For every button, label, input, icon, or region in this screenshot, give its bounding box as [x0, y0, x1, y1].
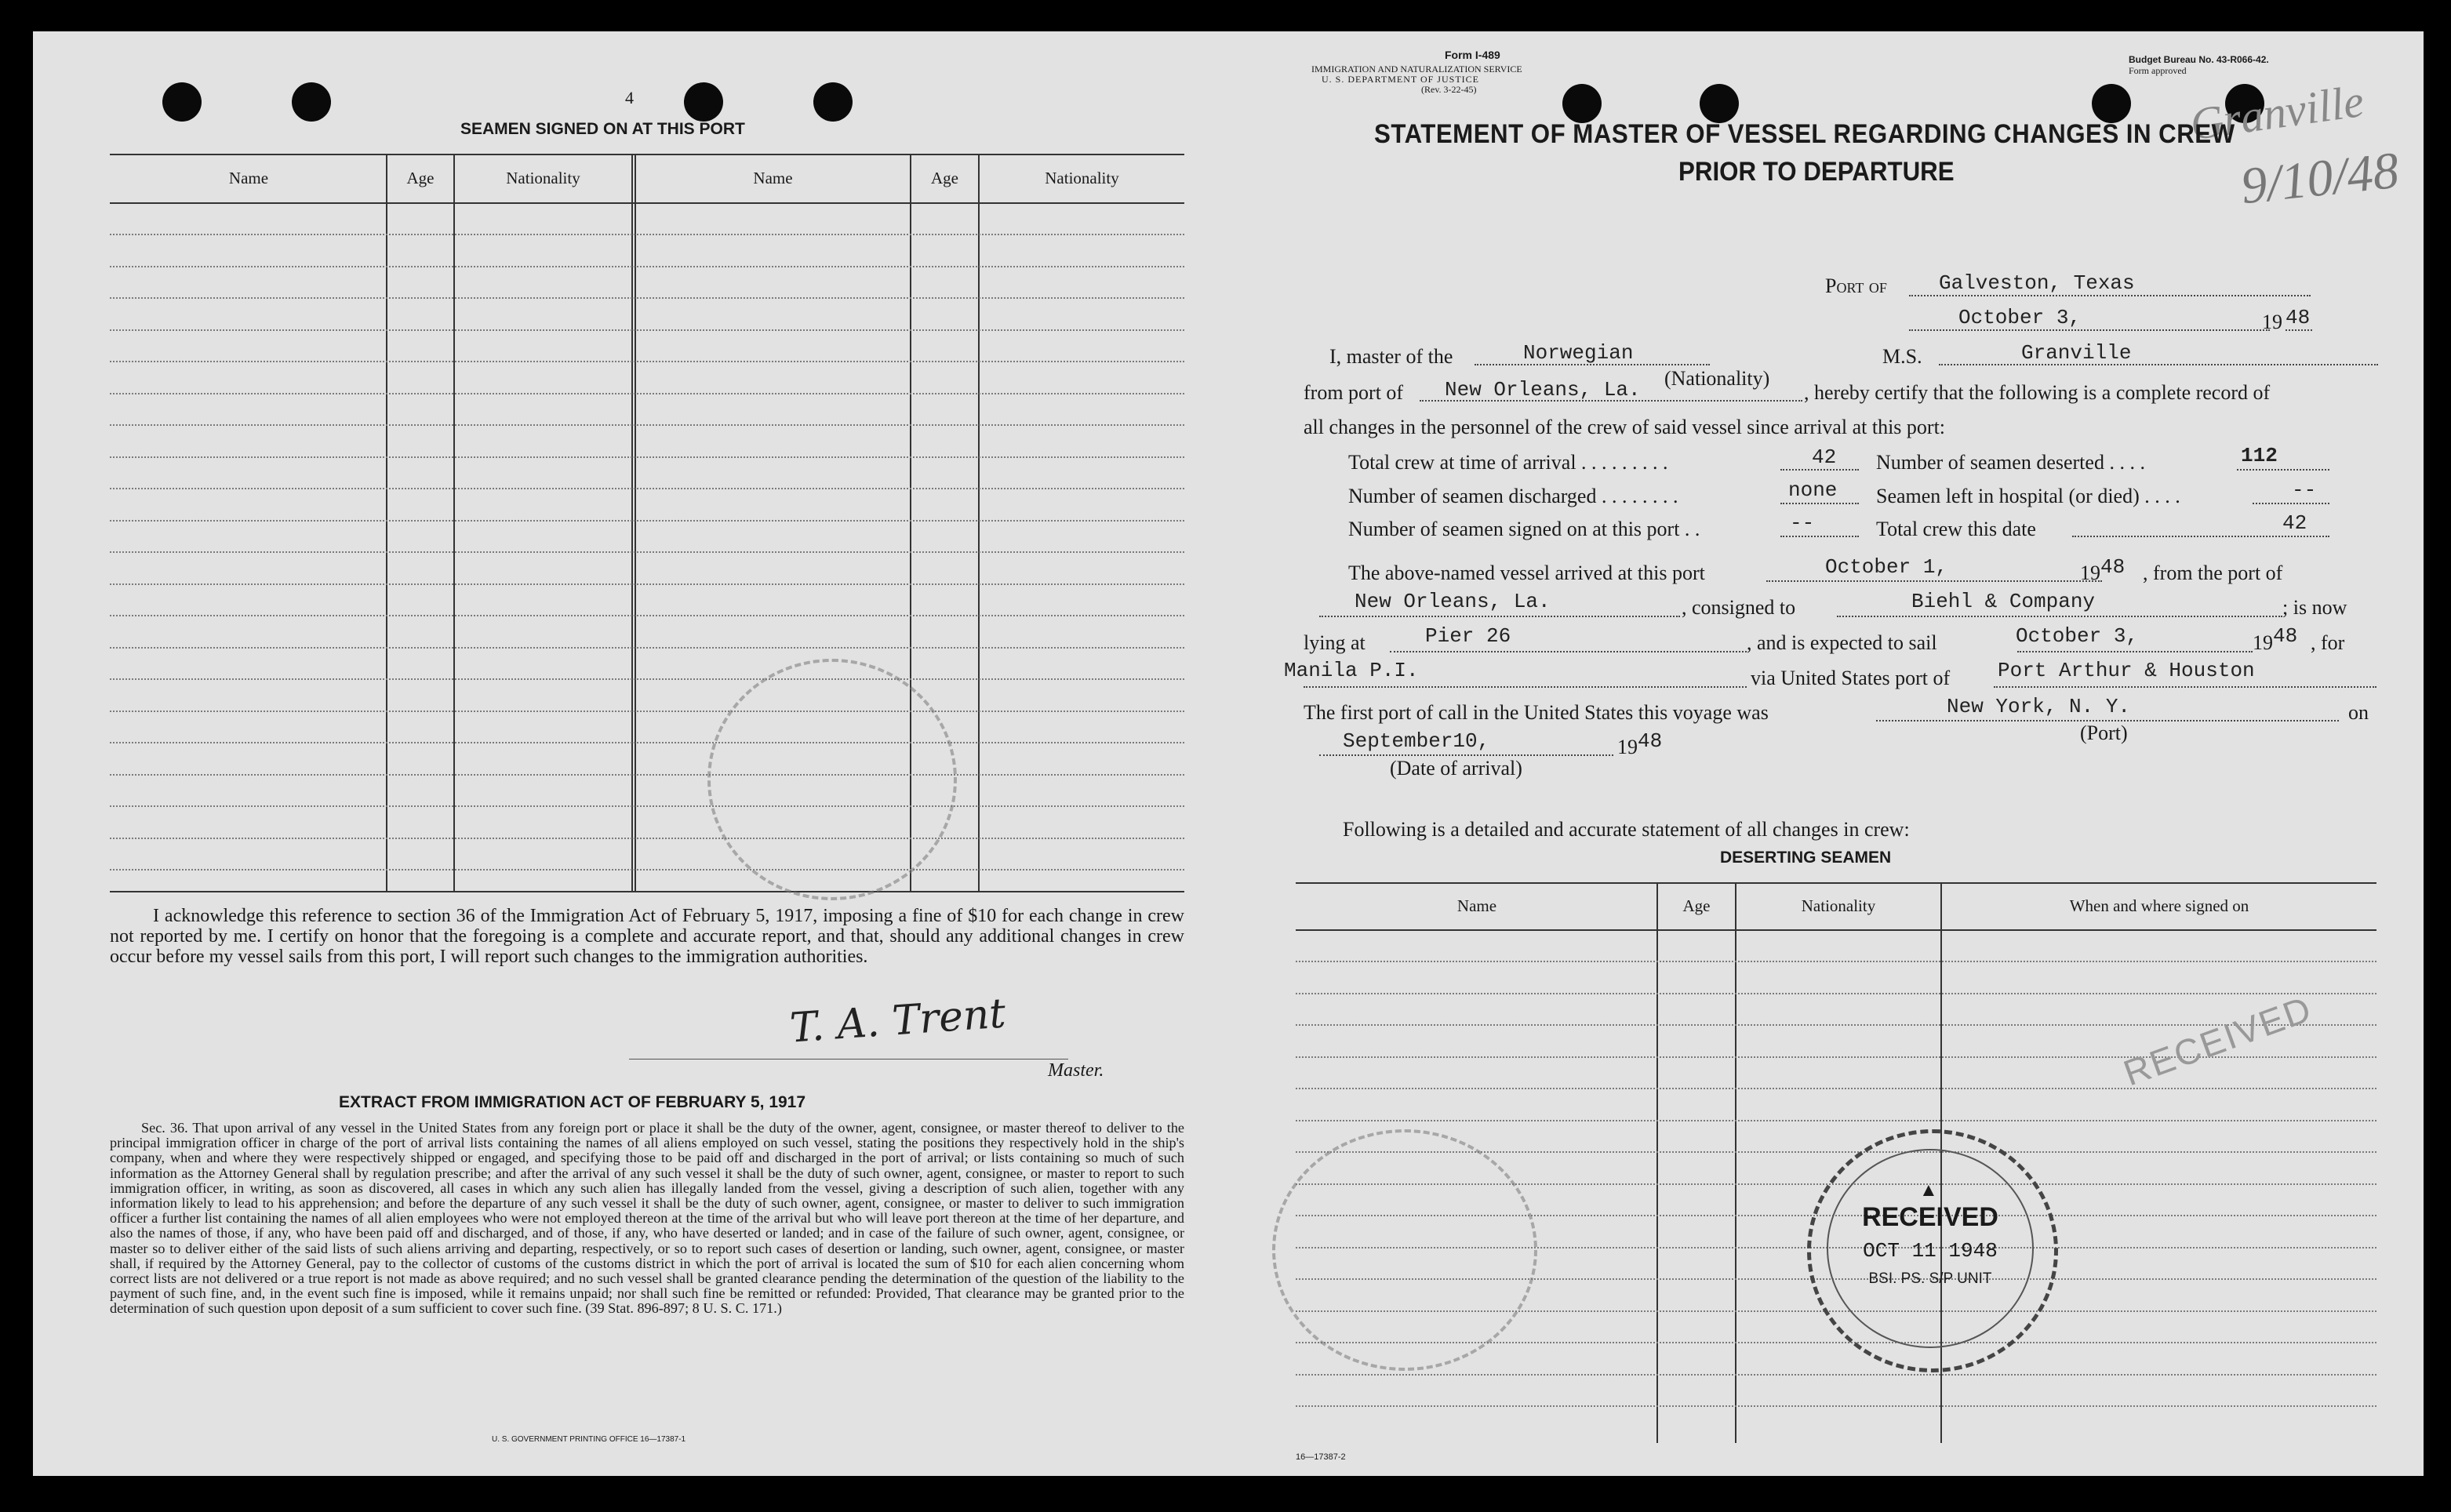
table-row	[110, 615, 1184, 616]
consignee: Biehl & Company	[1911, 590, 2096, 613]
certify-text: , hereby certify that the following is a complete record of	[1804, 381, 2271, 404]
page-number: 4	[625, 88, 634, 107]
table-row	[110, 869, 1184, 870]
port-of-value: Galveston, Texas	[1939, 271, 2135, 295]
deserted-value: 112	[2241, 444, 2278, 467]
printer-imprint: U. S. GOVERNMENT PRINTING OFFICE 16—17387-1	[492, 1435, 686, 1444]
deserted-label: Number of seamen deserted . . . .	[1876, 451, 2145, 474]
from-port-value: New Orleans, La.	[1445, 378, 1641, 402]
column-header: Name	[753, 169, 793, 187]
nationality-caption: (Nationality)	[1664, 367, 1770, 390]
column-header: Name	[1456, 896, 1497, 915]
printer-imprint-right: 16—17387-2	[1296, 1452, 1346, 1462]
for-label: , for	[2311, 631, 2345, 654]
column-header: Nationality	[1045, 169, 1119, 187]
extract-title: EXTRACT FROM IMMIGRATION ACT OF FEBRUARY 5, 1917	[339, 1093, 806, 1111]
column-header: Nationality	[1801, 896, 1876, 915]
received-stamp-upper: RECEIVED	[2118, 987, 2318, 1094]
handwritten-date: 9/10/48	[2238, 141, 2402, 216]
extract-text: Sec. 36. That upon arrival of any vessel in the United States from any foreign port or place it shall be the duty of the owner, agent, consignee, or master thereof to deliver to the principal immigration officer in charge of the port of arrival lists containing the names of all aliens employed on such vessel, stating the positions they respectively hold in the ship's company, when and where they were respectively shipped or engaged, and specifying those to be paid off and discharged in the port of arrival; or lists containing so much of such information as the Attorney General shall by regulation prescribe; and after the arrival of any such vessel it shall be the duty of such owner, agent, consignee, or master to report to such immigration officer, in writing, as soon as discovered, all cases in which any such alien has illegally landed from the vessel, giving a description of such alien, together with any information likely to lead to his apprehension; and before the departure of any such vessel it shall be the duty of such owner, agent, consignee, or master to deliver to such immigration officer a further list containing the names of all alien employees who were not employed thereon at the time of the arrival but who will leave port thereon at the time of her departure, and also the names of those, if any, who have been paid off and discharged, and of those, if any, who have deserted or landed; and in case of the failure of such owner, agent, consignee, or master so to deliver either of the said lists of such aliens arriving and departing, respectively, or so to report such cases of desertion or landing, such owner, agent, consignee, or master shall, if required by the Attorney General, pay to the collector of customs of the customs district in which the port of arrival is located the sum of $10 for each alien concerning whom correct lists are not delivered or a true report is not made as above required; and no such vessel shall be granted clearance pending the determination of the question of the liability to the payment of such fine, and, in the event such fine is imposed, while it remains unpaid; nor shall such fine be remitted or refunded: Provided, That clearance may be granted prior to the determination of such question upon deposit of a sum sufficient to cover such fine. (39 Stat. 896-897; 8 U. S. C. 171.)	[110, 1120, 1184, 1317]
date-of-arrival-caption: (Date of arrival)	[1390, 757, 1522, 780]
is-now-label: ; is now	[2282, 596, 2347, 619]
stamp-date: OCT 11 1948	[1863, 1239, 1998, 1263]
sail-year-prefix: 19	[2253, 631, 2273, 654]
vessel-type: M.S.	[1882, 345, 1922, 368]
from-port-of-label: , from the port of	[2143, 562, 2283, 584]
table-row	[1296, 993, 2376, 994]
table-row	[110, 647, 1184, 649]
stamp-arrow-icon: ▲	[1919, 1180, 1938, 1201]
arrived-year-prefix: 19	[2080, 562, 2100, 584]
punch-hole	[813, 82, 853, 122]
punch-hole	[2092, 84, 2131, 123]
sail-label: , and is expected to sail	[1747, 631, 1937, 654]
table-row	[1296, 961, 2376, 962]
section-title: SEAMEN SIGNED ON AT THIS PORT	[460, 120, 745, 138]
deserting-title: DESERTING SEAMEN	[1720, 849, 1892, 867]
on-label: on	[2348, 701, 2369, 724]
revision-date: (Rev. 3-22-45)	[1421, 84, 1477, 95]
column-header: Age	[406, 169, 435, 187]
first-port-value: New York, N. Y.	[1947, 695, 2131, 718]
table-row	[110, 774, 1184, 776]
form-subtitle: PRIOR TO DEPARTURE	[1678, 157, 1955, 187]
column-header: When and where signed on	[2069, 896, 2249, 915]
table-row	[110, 838, 1184, 839]
total-arrival-label: Total crew at time of arrival . . . . . . . . .	[1348, 451, 1668, 474]
table-row	[110, 805, 1184, 807]
column-header: Name	[228, 169, 269, 187]
table-row	[110, 551, 1184, 553]
budget-bureau: Budget Bureau No. 43-R066-42.	[2129, 54, 2269, 65]
table-row	[110, 456, 1184, 458]
punch-hole	[1562, 84, 1602, 123]
punch-hole	[684, 82, 723, 122]
table-row	[110, 297, 1184, 299]
table-row	[110, 393, 1184, 394]
via-label: via United States port of	[1751, 667, 1951, 689]
sail-date: October 3,	[2016, 624, 2139, 648]
sail-year: 48	[2273, 624, 2298, 648]
column-header: Age	[931, 169, 958, 187]
acknowledgement-text: I acknowledge this reference to section 36 of the Immigration Act of February 5, 1917, imposing a fine of $10 for each change in crew not reported by me. I certify on honor that the foregoing is a complete and accurate report, and that, should any additional changes in crew occur before my vessel sails from this port, I will report such changes to the immigration authorities.	[110, 906, 1184, 967]
punch-hole	[1700, 84, 1739, 123]
statement-date: October 3,	[1958, 306, 2082, 329]
form-approved: Form approved	[2129, 65, 2187, 76]
arrived-date: October 1,	[1825, 555, 1948, 579]
department-name: U. S. DEPARTMENT OF JUSTICE	[1322, 74, 1479, 85]
signed-on-label: Number of seamen signed on at this port . .	[1348, 518, 1700, 540]
signed-on-value: --	[1790, 511, 1815, 535]
handwritten-annotation: Granville	[2187, 75, 2367, 151]
received-stamp	[1807, 1129, 2058, 1372]
port-of-label: Port of	[1825, 274, 1887, 297]
table-row	[1296, 1374, 2376, 1376]
table-row	[110, 424, 1184, 426]
punch-hole	[292, 82, 331, 122]
discharged-value: none	[1788, 478, 1838, 502]
stamp-received-text: RECEIVED	[1862, 1202, 1998, 1232]
first-arrival-year: 48	[1638, 729, 1663, 753]
statement-year: 48	[2286, 306, 2311, 329]
punch-hole	[162, 82, 202, 122]
master-of-label: I, master of the	[1329, 345, 1453, 368]
table-row	[110, 488, 1184, 489]
table-row	[1296, 1120, 2376, 1121]
hospital-label: Seamen left in hospital (or died) . . . .	[1876, 485, 2180, 507]
vessel-nationality: Norwegian	[1523, 341, 1634, 365]
arrived-label: The above-named vessel arrived at this port	[1348, 562, 1705, 584]
vessel-name: Granville	[2021, 341, 2132, 365]
column-header: Age	[1682, 896, 1711, 915]
total-arrival-value: 42	[1812, 445, 1837, 469]
total-date-label: Total crew this date	[1876, 518, 2036, 540]
lying-at-value: Pier 26	[1425, 624, 1511, 648]
postmark-stamp	[707, 659, 957, 900]
table-row	[1296, 1405, 2376, 1407]
table-row	[1296, 1088, 2376, 1089]
discharged-label: Number of seamen discharged . . . . . . . .	[1348, 485, 1678, 507]
hospital-value: --	[2292, 478, 2317, 502]
column-header: Nationality	[506, 169, 580, 187]
via-ports: Port Arthur & Houston	[1998, 659, 2255, 682]
table-row	[110, 520, 1184, 522]
table-row	[110, 361, 1184, 362]
form-title: STATEMENT OF MASTER OF VESSEL REGARDING CHANGES IN CREW	[1374, 119, 2235, 149]
arrived-year: 48	[2100, 555, 2126, 579]
year-prefix: 19	[2262, 311, 2282, 333]
table-row	[110, 266, 1184, 267]
first-arrival-year-prefix: 19	[1617, 736, 1638, 758]
table-row	[110, 711, 1184, 712]
agency-name: IMMIGRATION AND NATURALIZATION SERVICE	[1311, 64, 1522, 75]
first-arrival-date: September10,	[1343, 729, 1490, 753]
table-row	[110, 329, 1184, 331]
arrived-from: New Orleans, La.	[1355, 590, 1551, 613]
port-caption: (Port)	[2080, 721, 2128, 744]
from-port-label: from port of	[1304, 381, 1404, 404]
form-number: Form I-489	[1445, 49, 1500, 61]
table-row	[110, 742, 1184, 743]
destination: Manila P.I.	[1284, 659, 1419, 682]
master-signature: T. A. Trent	[788, 990, 1008, 1052]
total-date-value: 42	[2282, 511, 2307, 535]
consigned-label: , consigned to	[1682, 596, 1796, 619]
master-label: Master.	[1048, 1060, 1104, 1081]
table-row	[110, 678, 1184, 680]
table-row	[110, 234, 1184, 235]
faint-postmark	[1272, 1129, 1537, 1371]
table-row	[110, 583, 1184, 585]
document-sheet	[33, 31, 2424, 1476]
following-text: Following is a detailed and accurate statement of all changes in crew:	[1343, 818, 1910, 841]
first-port-label: The first port of call in the United States this voyage was	[1304, 701, 1769, 724]
stamp-unit: BSI. PS. S/P UNIT	[1868, 1270, 1992, 1287]
lying-at-label: lying at	[1304, 631, 1366, 654]
all-changes-text: all changes in the personnel of the crew of said vessel since arrival at this port:	[1304, 416, 1946, 438]
